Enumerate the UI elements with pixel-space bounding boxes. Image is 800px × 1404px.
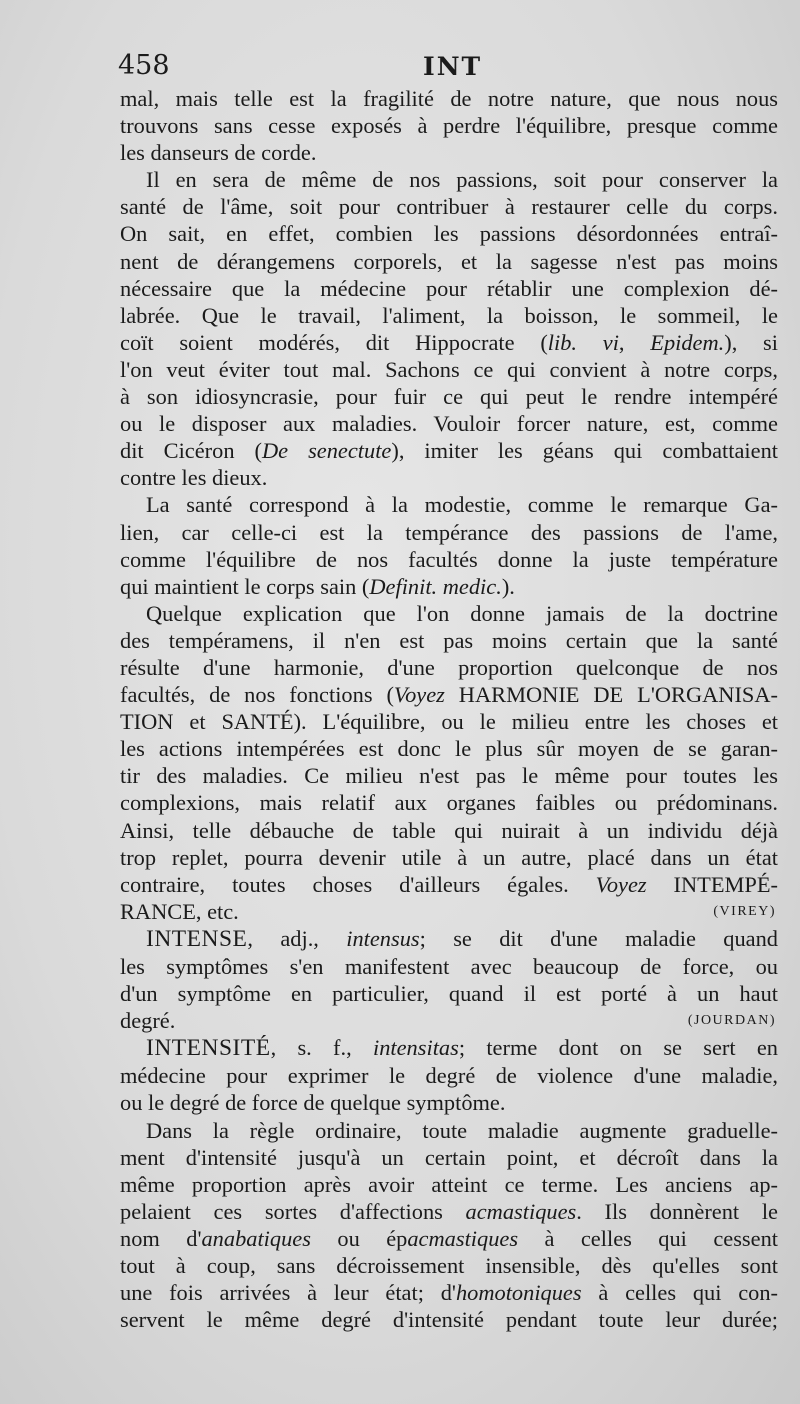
text-line: les symptômes s'en manifestent avec beaucoup de force, ou (120, 954, 778, 979)
body-text (120, 85, 778, 1333)
text-line: comme l'équilibre de nos facultés donne la juste température (120, 546, 778, 572)
page-header (118, 50, 778, 84)
text-line: ou le disposer aux maladies. Vouloir forcer nature, est, comme (120, 411, 778, 437)
text-line: l'on veut éviter tout mal. Sachons ce qui convient à notre corps, (120, 356, 778, 382)
running-head: INT (423, 52, 483, 81)
line-text: RANCE, etc. (120, 898, 239, 924)
text-line: pelaient ces sortes d'affections acmastiques. Ils donnèrent le (120, 1198, 778, 1224)
text-line: d'un symptôme en particulier, quand il est porté à un haut (120, 981, 778, 1007)
text-line: qui maintient le corps sain (Definit. medic.). (120, 573, 515, 599)
text-line: TION et SANTÉ). L'équilibre, ou le milieu entre les choses et (120, 709, 778, 735)
text-line: La santé correspond à la modestie, comme le remarque Ga- (146, 492, 778, 518)
text-line: même proportion après avoir atteint ce terme. Les anciens ap- (120, 1171, 778, 1197)
text-line (120, 898, 778, 925)
text-line: coït soient modérés, dit Hippocrate (lib. vi, Epidem.), si (120, 329, 778, 355)
text-line: nécessaire que la médecine pour rétablir une complexion dé- (120, 275, 778, 301)
text-line: labrée. Que le travail, l'aliment, la boisson, le sommeil, le (120, 302, 778, 328)
text-line: ou le degré de force de quelque symptôme. (120, 1090, 506, 1116)
text-line: une fois arrivées à leur état; d'homotoniques à celles qui con- (120, 1280, 779, 1306)
text-line: trop replet, pourra devenir utile à un autre, placé dans un état (120, 844, 778, 870)
text-line: Dans la règle ordinaire, toute maladie augmente graduelle- (146, 1117, 778, 1143)
text-line: facultés, de nos fonctions (Voyez HARMONIE DE L'ORGANISA- (120, 682, 778, 708)
author-signature: (JOURDAN) (687, 1013, 776, 1029)
text-line: résulte d'une harmonie, d'une proportion quelconque de nos (120, 654, 778, 680)
text-line: tout à coup, sans décroissement insensible, dès qu'elles sont (120, 1253, 778, 1279)
text-line: Quelque explication que l'on donne jamais de la doctrine (146, 600, 778, 626)
text-line: On sait, en effet, combien les passions désordonnées entraî- (120, 221, 778, 247)
text-line: dit Cicéron (De senectute), imiter les géans qui combattaient (120, 438, 778, 464)
text-line: tir des maladies. Ce milieu n'est pas le même pour toutes les (120, 763, 778, 789)
text-line: trouvons sans cesse exposés à perdre l'équilibre, presque comme (120, 113, 778, 139)
text-line: INTENSE, adj., intensus; se dit d'une maladie quand (146, 925, 778, 952)
text-line: contre les dieux. (120, 465, 268, 491)
text-line: mal, mais telle est la fragilité de notre nature, que nous nous (120, 86, 778, 111)
text-line: les actions intempérées est donc le plus sûr moyen de se garan- (120, 736, 778, 762)
text-line: servent le même degré d'intensité pendant toute leur durée; (120, 1307, 778, 1333)
author-signature: (VIREY) (713, 903, 776, 919)
line-text: degré. (120, 1008, 176, 1034)
text-line: INTENSITÉ, s. f., intensitas; terme dont on se sert en (146, 1035, 778, 1062)
text-line (120, 1007, 778, 1034)
text-line: lien, car celle-ci est la tempérance des passions de l'ame, (120, 519, 778, 545)
text-line: Il en sera de même de nos passions, soit pour conserver la (146, 167, 778, 193)
text-line: santé de l'âme, soit pour contribuer à restaurer celle du corps. (120, 194, 778, 220)
text-line: complexions, mais relatif aux organes faibles ou prédominans. (120, 790, 778, 816)
text-line: Ainsi, telle débauche de table qui nuirait à un individu déjà (120, 817, 778, 843)
text-line: médecine pour exprimer le degré de violence d'une maladie, (120, 1063, 778, 1089)
text-line: ment d'intensité jusqu'à un certain point, et décroît dans la (120, 1144, 778, 1170)
page-number: 458 (118, 50, 170, 81)
text-line: nom d'anabatiques ou épacmastiques à celles qui cessent (120, 1225, 778, 1251)
text-line: des tempéramens, il n'en est pas moins certain que la santé (120, 627, 778, 653)
text-line: contraire, toutes choses d'ailleurs égales. Voyez INTEMPÉ- (120, 871, 779, 897)
text-line: nent de dérangemens corporels, et la sagesse n'est pas moins (120, 248, 778, 274)
text-line: les danseurs de corde. (120, 140, 317, 166)
text-line: à son idiosyncrasie, pour fuir ce qui peut le rendre intempéré (120, 384, 778, 410)
